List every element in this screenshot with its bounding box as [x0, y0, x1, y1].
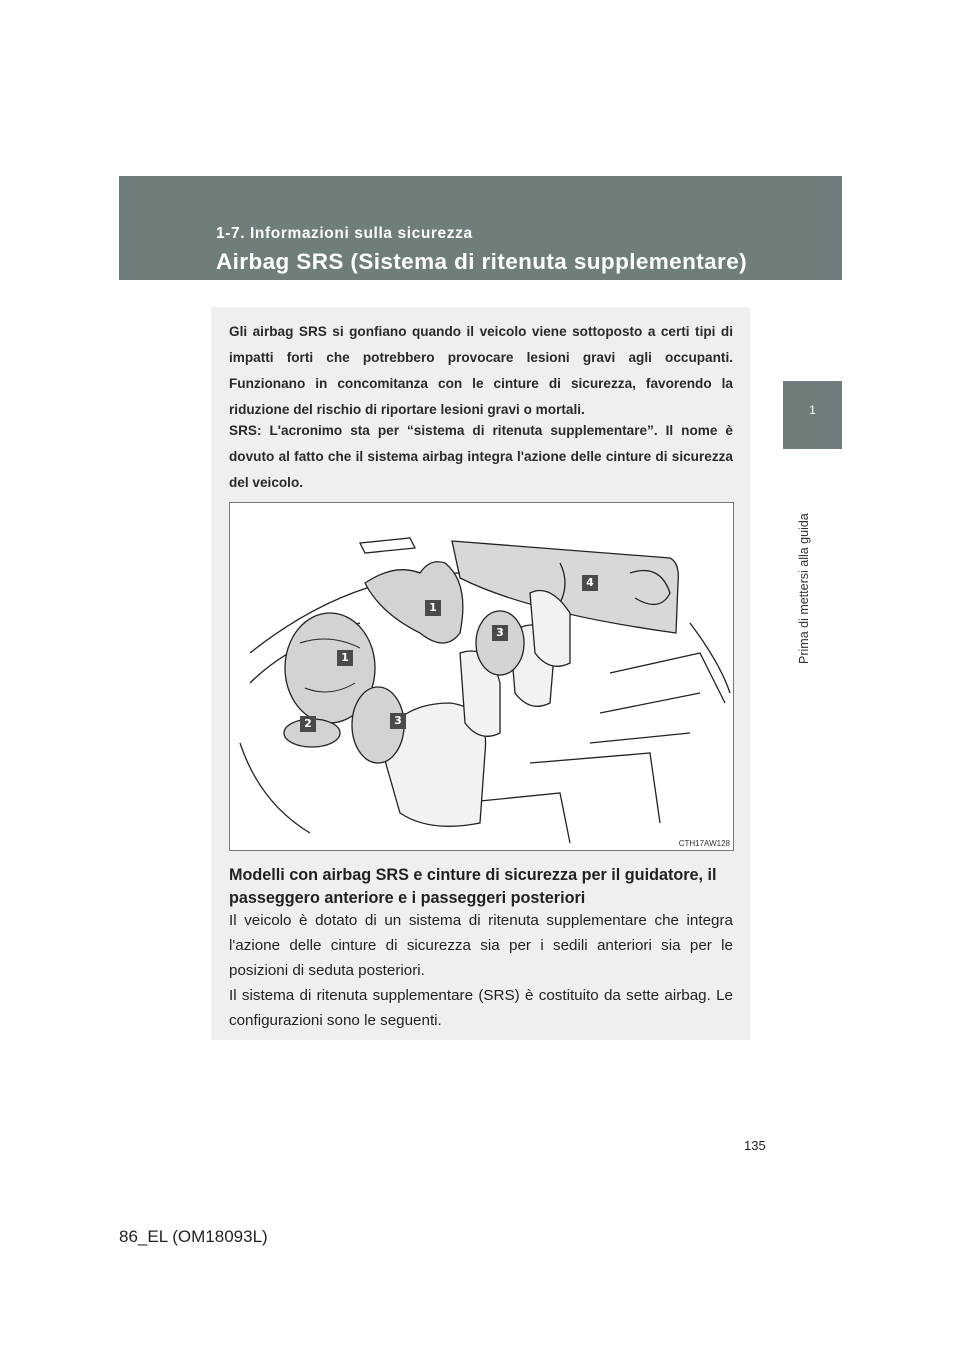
chapter-tab	[783, 381, 842, 449]
intro-paragraph: Gli airbag SRS si gonfiano quando il veicolo viene sottoposto a certi tipi di impatti forti che potrebbero provocare lesioni gravi agli occupanti. Funzionano in concomitanza con le cinture di sicurezza, favorendo la riduzione del rischio di riportare lesioni gravi o mortali.	[229, 324, 733, 417]
callout-curtain-airbag: 4	[582, 575, 598, 591]
chapter-side-label	[783, 449, 813, 669]
body-text	[229, 908, 733, 1033]
airbag-illustration	[229, 502, 734, 851]
body-paragraph: Il veicolo è dotato di un sistema di ritenuta supplementare che integra l'azione delle cinture di sicurezza sia per i sedili anteriori sia per le posizioni di seduta posteriori.	[229, 912, 733, 979]
section-subheading: Modelli con airbag SRS e cinture di sicurezza per il guidatore, il passeggero anteriore e i passeggeri posteriori	[229, 866, 717, 907]
callout-side-airbag-driver: 3	[390, 713, 406, 729]
chapter-side-label-text: Prima di mettersi alla guida	[797, 513, 811, 664]
section-label: 1-7. Informazioni sulla sicurezza	[216, 225, 473, 242]
page-number: 135	[744, 1138, 766, 1153]
model-code: 86_EL (OM18093L)	[119, 1227, 268, 1246]
callout-front-airbag-driver: 1	[337, 650, 353, 666]
callout-side-airbag-passenger: 3	[492, 625, 508, 641]
body-paragraph: Il sistema di ritenuta supplementare (SRS) è costituito da sette airbag. Le configurazioni sono le seguenti.	[229, 987, 733, 1029]
car-interior-drawing	[230, 503, 733, 850]
callout-front-airbag-passenger: 1	[425, 600, 441, 616]
figure-code: CTH17AW128	[678, 839, 730, 848]
page-title: Airbag SRS (Sistema di ritenuta supplementare)	[216, 249, 748, 274]
chapter-header	[119, 176, 842, 280]
srs-definition: SRS: L'acronimo sta per “sistema di ritenuta supplementare”. Il nome è dovuto al fatto che il sistema airbag integra l'azione delle cinture di sicurezza del veicolo.	[229, 423, 733, 490]
callout-knee-airbag: 2	[300, 716, 316, 732]
chapter-number: 1	[809, 403, 816, 417]
